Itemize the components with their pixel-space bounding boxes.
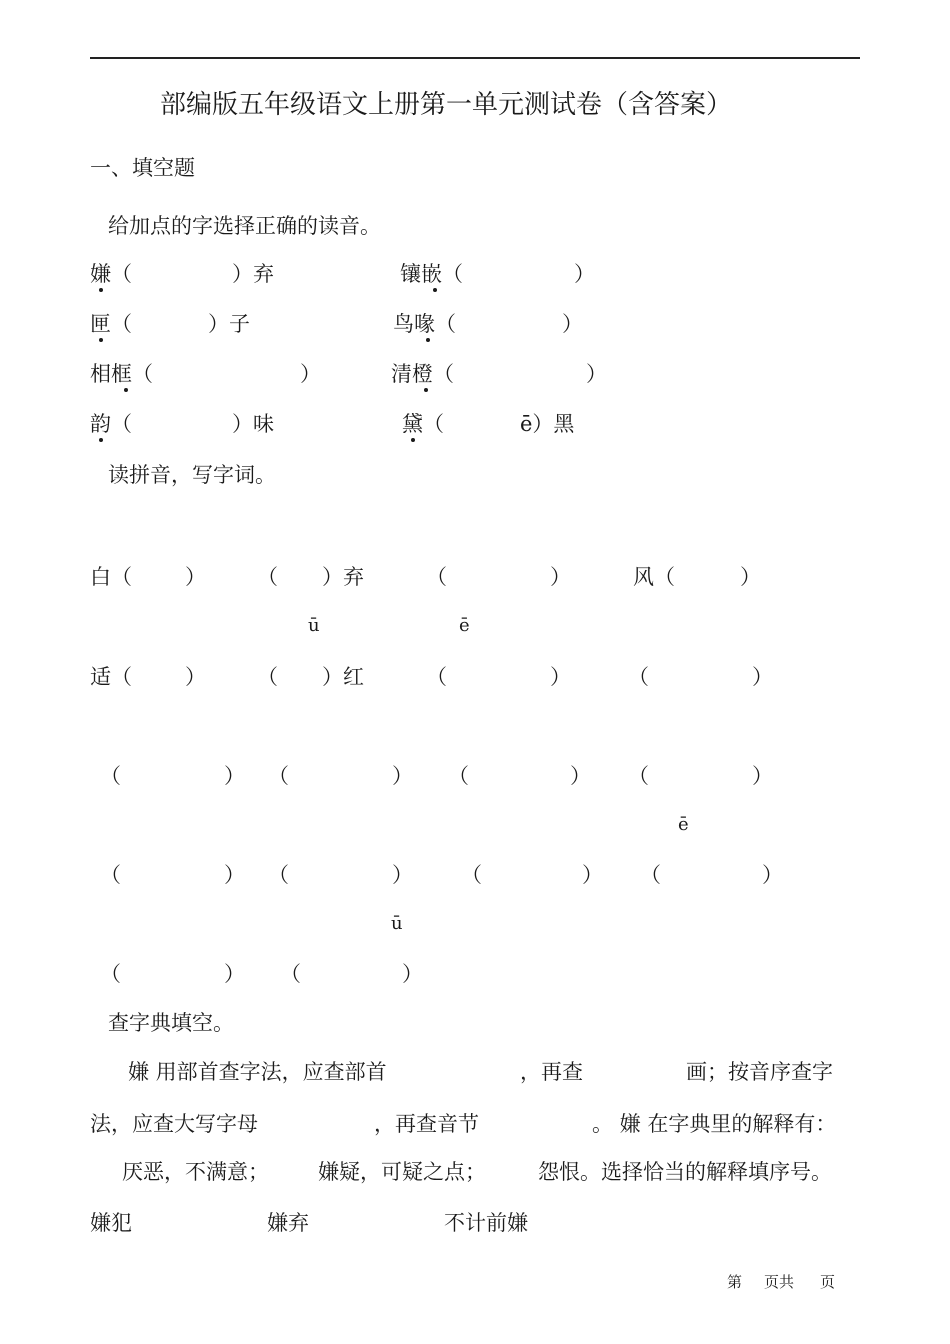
q2-r3-6: （	[628, 764, 649, 788]
q2-r3-4: （	[448, 764, 469, 788]
q2-r1-2: （	[257, 565, 278, 589]
q3-line4-c: 不计前嫌	[444, 1211, 528, 1235]
q1-row2-a: 匣（	[90, 312, 132, 336]
q2-r5-1: ）	[224, 962, 245, 986]
q2-r3-2: （	[268, 764, 289, 788]
q1-row1-d: ）	[574, 262, 595, 286]
q1-row3-a: 相框（	[90, 362, 153, 386]
q2-r2-6: （	[628, 665, 649, 689]
q3-line1-b: ，再查	[520, 1060, 583, 1084]
q2-r4-3: ）	[392, 863, 413, 887]
q1-row2-d: ）	[562, 312, 583, 336]
q3-line4-b: 嫌弃	[267, 1211, 309, 1235]
pinyin-hint: ū	[391, 913, 403, 934]
q1-row1-a: 嫌（	[90, 262, 132, 286]
q2-r3-3: ）	[392, 764, 413, 788]
q1-row4-a: 韵（	[90, 412, 132, 436]
q3-line3-c: 怨恨。选择恰当的解释填序号。	[538, 1160, 832, 1184]
q1-row1-c: 镶嵌（	[400, 262, 463, 286]
q2-r3-5: ）	[570, 764, 591, 788]
q3-line2-b: ，再查音节	[374, 1112, 479, 1136]
q3-line1-a: 嫌 用部首查字法，应查部首	[128, 1060, 387, 1084]
q2-r5-3: ）	[402, 962, 423, 986]
q2-prompt: 读拼音，写字词。	[108, 463, 276, 487]
emphasis-dot	[426, 338, 430, 342]
q1-row3-b: ）	[300, 362, 321, 386]
q3-line3-b: 嫌疑，可疑之点；	[318, 1160, 486, 1184]
q2-r4-0: （	[100, 863, 121, 887]
emphasis-dot	[124, 388, 128, 392]
emphasis-dot	[99, 438, 103, 442]
q2-r1-6: 风（	[633, 565, 675, 589]
emphasis-dot	[99, 338, 103, 342]
q2-r1-4: （	[426, 565, 447, 589]
pinyin-hint: ē	[459, 615, 470, 636]
q2-r1-1: ）	[185, 565, 206, 589]
q2-r2-7: ）	[752, 665, 773, 689]
q2-r4-1: ）	[224, 863, 245, 887]
q2-r4-2: （	[268, 863, 289, 887]
footer-page: 第	[727, 1273, 743, 1291]
q2-r5-2: （	[280, 962, 301, 986]
q1-row4-c: 黛（	[402, 412, 444, 436]
q1-row4-d: ē）黑	[520, 412, 575, 436]
q1-row4-b: ）味	[232, 412, 274, 436]
q2-r3-1: ）	[224, 764, 245, 788]
q2-r4-4: （	[461, 863, 482, 887]
q2-r4-7: ）	[762, 863, 783, 887]
q2-r4-6: （	[640, 863, 661, 887]
q1-prompt: 给加点的字选择正确的读音。	[108, 214, 381, 238]
q2-r1-0: 白（	[90, 565, 132, 589]
q3-line2-a: 法，应查大写字母	[90, 1112, 258, 1136]
q1-row2-b: ）子	[208, 312, 250, 336]
emphasis-dot	[433, 288, 437, 292]
page-title: 部编版五年级语文上册第一单元测试卷（含答案）	[160, 90, 733, 120]
q2-r1-7: ）	[740, 565, 761, 589]
q2-r3-7: ）	[752, 764, 773, 788]
emphasis-dot	[424, 388, 428, 392]
q2-r1-3: ）弃	[322, 565, 364, 589]
footer-page-suffix: 页	[820, 1273, 836, 1291]
q1-row3-c: 清橙（	[391, 362, 454, 386]
pinyin-hint: ē	[678, 814, 689, 835]
emphasis-dot	[411, 438, 415, 442]
q2-r1-5: ）	[550, 565, 571, 589]
q3-line4-a: 嫌犯	[90, 1211, 132, 1235]
pinyin-hint: ū	[308, 615, 320, 636]
top-rule	[90, 57, 860, 59]
q2-r5-0: （	[100, 962, 121, 986]
q2-r2-0: 适（	[90, 665, 132, 689]
q1-row1-b: ）弃	[232, 262, 274, 286]
q3-line3-a: 厌恶，不满意；	[122, 1160, 269, 1184]
q2-r3-0: （	[100, 764, 121, 788]
q2-r2-1: ）	[185, 665, 206, 689]
footer-total: 页共	[764, 1273, 795, 1291]
q2-r2-3: ）红	[322, 665, 364, 689]
q2-r2-5: ）	[550, 665, 571, 689]
q3-line2-c: 。 嫌 在字典里的解释有：	[592, 1112, 837, 1136]
q2-r4-5: ）	[582, 863, 603, 887]
q2-r2-4: （	[426, 665, 447, 689]
q2-r2-2: （	[257, 665, 278, 689]
q1-row2-c: 鸟喙（	[393, 312, 456, 336]
q3-line1-c: 画；按音序查字	[686, 1060, 833, 1084]
emphasis-dot	[99, 288, 103, 292]
section-heading: 一、填空题	[90, 156, 195, 180]
q1-row3-d: ）	[586, 362, 607, 386]
q3-prompt: 查字典填空。	[108, 1011, 234, 1035]
